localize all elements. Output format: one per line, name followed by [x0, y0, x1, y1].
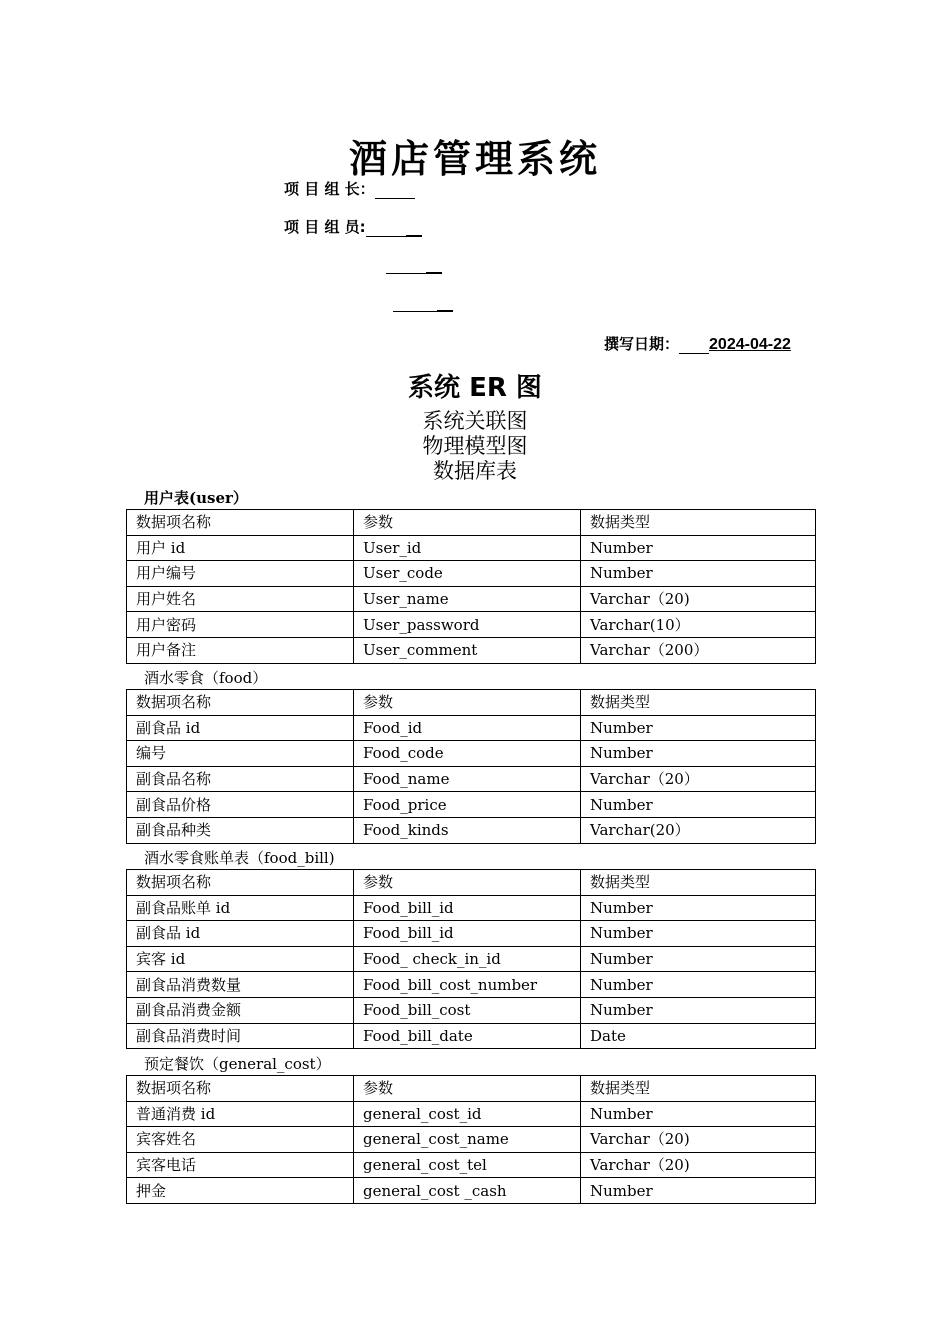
table-cell: general_cost_tel	[354, 1152, 581, 1178]
table-cell: Varchar（20）	[581, 766, 816, 792]
date-value: 2024-04-22	[709, 336, 791, 353]
table-cell: 用户编号	[127, 561, 354, 587]
table-cell: 副食品名称	[127, 766, 354, 792]
member-blank-2	[386, 259, 426, 274]
table-cell: Number	[581, 895, 816, 921]
date-line	[604, 333, 791, 354]
table-row	[127, 1101, 816, 1127]
table-cell: Number	[581, 535, 816, 561]
table-cell: Number	[581, 715, 816, 741]
table-row	[127, 921, 816, 947]
member-blank-3-end	[437, 296, 453, 312]
table-caption-food-bill: 酒水零食账单表（food_bill)	[144, 849, 335, 867]
member-line-2	[386, 256, 442, 274]
member-line-3	[393, 294, 453, 312]
leader-blank	[375, 184, 415, 199]
table-header-row	[127, 690, 816, 716]
table-row	[127, 637, 816, 663]
table-cell: User_comment	[354, 637, 581, 663]
table-header-row	[127, 870, 816, 896]
table-cell: Number	[581, 561, 816, 587]
table-cell: Varchar(20）	[581, 817, 816, 843]
table-caption-general-cost: 预定餐饮（general_cost）	[144, 1055, 331, 1073]
header-cell: 参数	[354, 1076, 581, 1102]
table-row	[127, 766, 816, 792]
table-cell: 用户密码	[127, 612, 354, 638]
members-label: 项 目 组 员:	[284, 218, 366, 236]
table-cell: 副食品消费时间	[127, 1023, 354, 1049]
table-cell: 用户姓名	[127, 586, 354, 612]
table-cell: Number	[581, 1101, 816, 1127]
member-blank-3	[393, 297, 437, 312]
table-cell: Date	[581, 1023, 816, 1049]
header-cell: 数据类型	[581, 510, 816, 536]
table-row	[127, 972, 816, 998]
document-title: 酒店管理系统	[348, 136, 601, 181]
table-cell: Food_price	[354, 792, 581, 818]
table-cell: Number	[581, 792, 816, 818]
header-cell: 参数	[354, 870, 581, 896]
table-row	[127, 715, 816, 741]
table-header-row	[127, 510, 816, 536]
table-cell: 副食品价格	[127, 792, 354, 818]
heading-db: 数据库表	[433, 459, 517, 483]
table-cell: Food_bill_cost	[354, 997, 581, 1023]
table-cell: Food_bill_cost_number	[354, 972, 581, 998]
table-row	[127, 1127, 816, 1153]
table-cell: 宾客 id	[127, 946, 354, 972]
table-cell: Number	[581, 997, 816, 1023]
table-cell: User_code	[354, 561, 581, 587]
table-row	[127, 561, 816, 587]
table-cell: Number	[581, 921, 816, 947]
table-cell: 宾客电话	[127, 1152, 354, 1178]
table-user	[126, 509, 816, 664]
heading-relation: 系统关联图	[422, 409, 528, 433]
table-cell: 副食品 id	[127, 921, 354, 947]
table-cell: general_cost_name	[354, 1127, 581, 1153]
table-cell: Food_bill_date	[354, 1023, 581, 1049]
date-label: 撰写日期：	[604, 335, 680, 353]
table-cell: Food_code	[354, 741, 581, 767]
table-food	[126, 689, 816, 844]
table-row	[127, 741, 816, 767]
header-cell: 数据项名称	[127, 1076, 354, 1102]
table-cell: Number	[581, 946, 816, 972]
table-row	[127, 817, 816, 843]
table-cell: 副食品种类	[127, 817, 354, 843]
table-general-cost	[126, 1075, 816, 1204]
table-row	[127, 612, 816, 638]
table-cell: Varchar（20)	[581, 586, 816, 612]
table-cell: 用户 id	[127, 535, 354, 561]
table-cell: 押金	[127, 1178, 354, 1204]
table-cell: 宾客姓名	[127, 1127, 354, 1153]
header-cell: 数据类型	[581, 870, 816, 896]
table-caption-user: 用户表(user）	[144, 489, 248, 507]
table-row	[127, 946, 816, 972]
table-cell: Food_kinds	[354, 817, 581, 843]
table-cell: 副食品账单 id	[127, 895, 354, 921]
member-blank-2-end	[426, 258, 442, 274]
table-cell: Number	[581, 972, 816, 998]
leader-line	[284, 178, 415, 199]
header-cell: 数据项名称	[127, 870, 354, 896]
table-cell: Food_ check_in_id	[354, 946, 581, 972]
members-line	[284, 216, 422, 237]
member-blank-1-end	[406, 221, 422, 237]
leader-label: 项 目 组 长：	[284, 180, 375, 198]
header-cell: 参数	[354, 690, 581, 716]
table-cell: 普通消费 id	[127, 1101, 354, 1127]
heading-er: 系统 ER 图	[408, 373, 542, 403]
date-blank	[679, 339, 709, 354]
table-cell: Food_name	[354, 766, 581, 792]
table-cell: User_password	[354, 612, 581, 638]
table-cell: Number	[581, 741, 816, 767]
table-cell: 副食品 id	[127, 715, 354, 741]
table-cell: 副食品消费金额	[127, 997, 354, 1023]
table-cell: 副食品消费数量	[127, 972, 354, 998]
table-cell: Varchar(10）	[581, 612, 816, 638]
table-cell: 用户备注	[127, 637, 354, 663]
header-cell: 数据项名称	[127, 510, 354, 536]
header-cell: 数据项名称	[127, 690, 354, 716]
table-row	[127, 1152, 816, 1178]
table-row	[127, 586, 816, 612]
table-caption-food: 酒水零食（food）	[144, 669, 268, 687]
table-cell: Varchar（20)	[581, 1152, 816, 1178]
table-row	[127, 997, 816, 1023]
header-cell: 数据类型	[581, 690, 816, 716]
table-cell: general_cost_id	[354, 1101, 581, 1127]
table-cell: 编号	[127, 741, 354, 767]
table-row	[127, 895, 816, 921]
member-blank-1	[366, 222, 406, 237]
table-cell: Food_bill_id	[354, 921, 581, 947]
table-row	[127, 792, 816, 818]
table-header-row	[127, 1076, 816, 1102]
table-cell: Varchar（200）	[581, 637, 816, 663]
table-cell: User_id	[354, 535, 581, 561]
table-food-bill	[126, 869, 816, 1049]
table-cell: User_name	[354, 586, 581, 612]
table-cell: Number	[581, 1178, 816, 1204]
header-cell: 数据类型	[581, 1076, 816, 1102]
table-cell: general_cost _cash	[354, 1178, 581, 1204]
table-cell: Varchar（20)	[581, 1127, 816, 1153]
heading-physical: 物理模型图	[422, 434, 528, 458]
table-row	[127, 535, 816, 561]
table-row	[127, 1178, 816, 1204]
header-cell: 参数	[354, 510, 581, 536]
table-cell: Food_bill_id	[354, 895, 581, 921]
table-row	[127, 1023, 816, 1049]
table-cell: Food_id	[354, 715, 581, 741]
